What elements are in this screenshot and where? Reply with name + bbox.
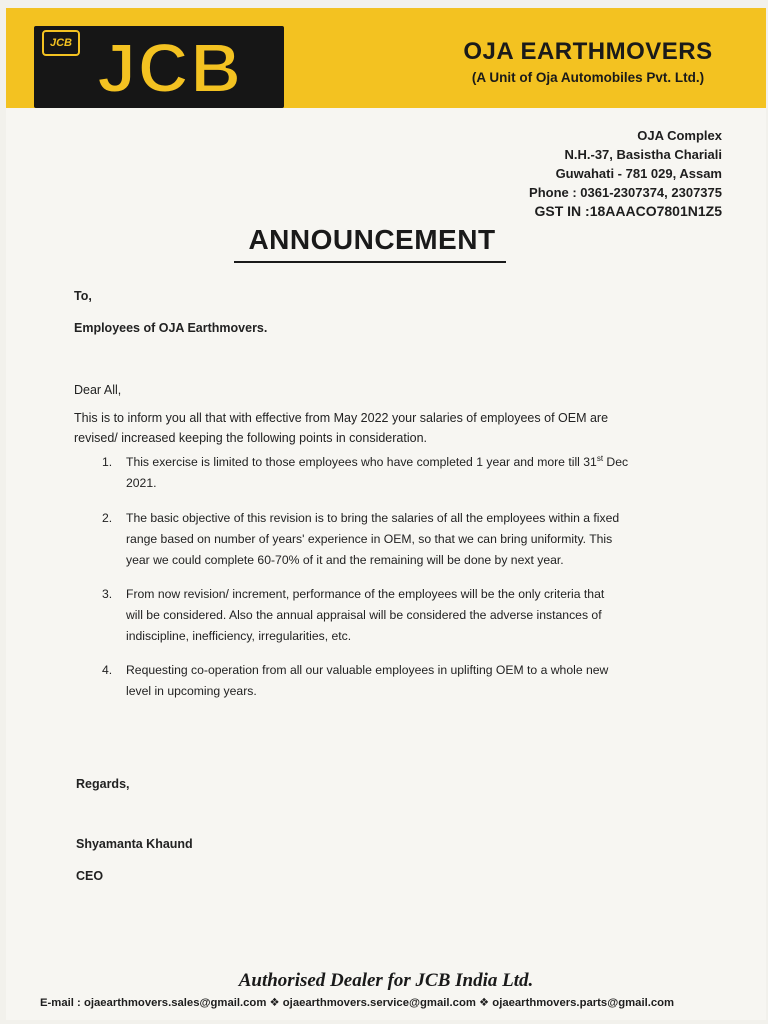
list-line: Requesting co-operation from all our valuable employees in uplifting OEM to a whole new <box>126 663 609 677</box>
logo-text: JCB <box>96 29 244 107</box>
list-text <box>126 452 678 494</box>
list-line: Dec <box>603 455 629 469</box>
intro-line: revised/ increased keeping the following points in consideration. <box>74 431 427 445</box>
list-superscript: st <box>596 453 604 463</box>
list-line: range based on number of years' experience in OEM, so that we can bring uniformity. This <box>126 532 613 546</box>
list-line: 2021. <box>126 476 157 490</box>
list-line: This exercise is limited to those employees who have completed 1 year and more till 31 <box>126 455 597 469</box>
list-line: From now revision/ increment, performance of the employees will be the only criteria that <box>126 587 605 601</box>
list-line: level in upcoming years. <box>126 684 257 698</box>
intro-line: This is to inform you all that with effective from May 2022 your salaries of employees of OEM are <box>74 411 609 425</box>
list-number: 2. <box>102 511 113 525</box>
address-line: Guwahati - 781 029, Assam <box>555 166 722 181</box>
intro-paragraph <box>74 408 714 448</box>
dealer-tagline: Authorised Dealer for JCB India Ltd. <box>238 970 534 991</box>
list-line: year we could complete 60-70% of it and the remaining will be done by next year. <box>126 553 564 567</box>
jcb-logo <box>34 26 284 108</box>
company-name: OJA EARTHMOVERS <box>463 38 713 65</box>
list-number: 4. <box>102 663 113 677</box>
company-subtitle: (A Unit of Oja Automobiles Pvt. Ltd.) <box>471 70 705 85</box>
logo-badge: JCB <box>42 30 80 56</box>
address-line: OJA Complex <box>637 128 722 143</box>
list-number: 1. <box>102 455 113 469</box>
phone-number: Phone : 0361-2307374, 2307375 <box>529 185 722 200</box>
recipient-employees: Employees of OJA Earthmovers. <box>74 321 268 335</box>
page-title: ANNOUNCEMENT <box>248 224 496 255</box>
letterhead-band <box>6 8 766 108</box>
signatory-name: Shyamanta Khaund <box>76 837 193 851</box>
gst-number: GST IN :18AAACO7801N1Z5 <box>534 203 722 219</box>
list-number: 3. <box>102 587 113 601</box>
list-line: indiscipline, inefficiency, irregularities, etc. <box>126 629 352 643</box>
list-text <box>126 508 678 571</box>
address-line: N.H.-37, Basistha Chariali <box>564 147 722 162</box>
recipient-to: To, <box>74 289 92 303</box>
list-text <box>126 584 678 647</box>
greeting: Dear All, <box>74 383 122 397</box>
signatory-role: CEO <box>76 869 104 883</box>
title-underline <box>234 261 506 263</box>
list-line: The basic objective of this revision is to bring the salaries of all the employees within a fixed <box>126 511 620 525</box>
footer-emails: E-mail : ojaearthmovers.sales@gmail.com ❖ ojaearthmovers.service@gmail.com ❖ ojaearthmovers.parts@gmail.com <box>40 997 675 1009</box>
company-address <box>422 126 722 221</box>
closing-regards: Regards, <box>76 777 130 791</box>
list-text <box>126 660 678 702</box>
list-line: will be considered. Also the annual appraisal will be considered the adverse instances of <box>126 608 602 622</box>
letter-sheet <box>6 8 766 1020</box>
